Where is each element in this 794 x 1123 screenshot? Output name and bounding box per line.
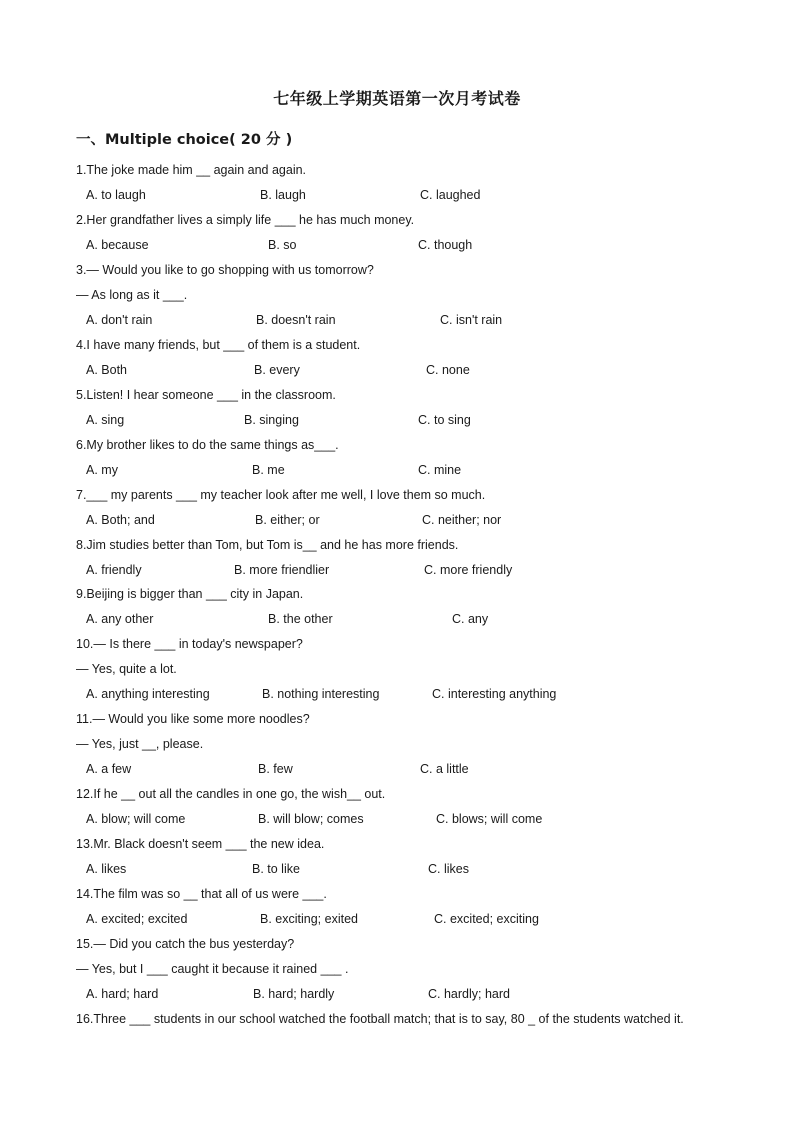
question-text: 16.Three ___ students in our school watched the football match; that is to say, 80 _ of the students watched it. xyxy=(76,1012,684,1026)
question-text: 5.Listen! I hear someone ___ in the classroom. xyxy=(76,388,336,402)
section-heading: 一、Multiple choice( 20 分 ) xyxy=(76,132,293,148)
answer-option-b: B. nothing interesting xyxy=(262,687,380,701)
answer-option-a: A. likes xyxy=(86,862,127,876)
answer-option-a: A. blow; will come xyxy=(86,812,186,826)
answer-option-a: A. any other xyxy=(86,612,154,626)
answer-option-c: C. likes xyxy=(428,862,469,876)
answer-option-a: A. because xyxy=(86,238,149,252)
question-text: 6.My brother likes to do the same things as___. xyxy=(76,438,339,452)
question-text: 14.The film was so __ that all of us were ___. xyxy=(76,887,327,901)
answer-option-c: C. excited; exciting xyxy=(434,912,539,926)
question-text: 10.— Is there ___ in today's newspaper? xyxy=(76,637,303,651)
answer-option-a: A. hard; hard xyxy=(86,987,159,1001)
answer-option-c: C. none xyxy=(426,363,470,377)
answer-option-b: B. few xyxy=(258,762,293,776)
answer-option-c: C. neither; nor xyxy=(422,513,502,527)
answer-option-b: B. to like xyxy=(252,862,300,876)
question-text: 2.Her grandfather lives a simply life ___ he has much money. xyxy=(76,213,415,227)
question-text: 1.The joke made him __ again and again. xyxy=(76,163,307,177)
answer-option-b: B. hard; hardly xyxy=(253,987,335,1001)
question-text: — As long as it ___. xyxy=(76,288,188,302)
question-text: 9.Beijing is bigger than ___ city in Japan. xyxy=(76,587,304,601)
answer-option-a: A. anything interesting xyxy=(86,687,210,701)
answer-option-a: A. don't rain xyxy=(86,313,153,327)
answer-option-a: A. friendly xyxy=(86,563,142,577)
answer-option-c: C. more friendly xyxy=(424,563,513,577)
answer-option-b: B. more friendlier xyxy=(234,563,330,577)
answer-option-a: A. Both xyxy=(86,363,127,377)
answer-option-c: C. any xyxy=(452,612,489,626)
answer-option-a: A. to laugh xyxy=(86,188,146,202)
answer-option-a: A. excited; excited xyxy=(86,912,188,926)
answer-option-c: C. hardly; hard xyxy=(428,987,510,1001)
question-text: — Yes, just __, please. xyxy=(76,737,204,751)
question-text: 12.If he __ out all the candles in one go, the wish__ out. xyxy=(76,787,386,801)
answer-option-c: C. mine xyxy=(418,463,462,477)
answer-option-c: C. isn't rain xyxy=(440,313,503,327)
answer-option-c: C. interesting anything xyxy=(432,687,557,701)
answer-option-b: B. singing xyxy=(244,413,299,427)
answer-option-a: A. sing xyxy=(86,413,125,427)
answer-option-b: B. so xyxy=(268,238,297,252)
question-text: 4.I have many friends, but ___ of them is a student. xyxy=(76,338,361,352)
question-text: 7.___ my parents ___ my teacher look after me well, I love them so much. xyxy=(76,488,486,502)
answer-option-c: C. though xyxy=(418,238,473,252)
question-text: 8.Jim studies better than Tom, but Tom is__ and he has more friends. xyxy=(76,538,459,552)
question-text: — Yes, quite a lot. xyxy=(76,662,177,676)
answer-option-b: B. laugh xyxy=(260,188,306,202)
answer-option-b: B. me xyxy=(252,463,285,477)
answer-option-b: B. the other xyxy=(268,612,333,626)
answer-option-a: A. Both; and xyxy=(86,513,155,527)
question-text: 3.— Would you like to go shopping with us tomorrow? xyxy=(76,263,374,277)
answer-option-c: C. blows; will come xyxy=(436,812,543,826)
answer-option-c: C. to sing xyxy=(418,413,471,427)
question-text: — Yes, but I ___ caught it because it rained ___ . xyxy=(76,962,349,976)
question-text: 11.— Would you like some more noodles? xyxy=(76,712,310,726)
answer-option-b: B. exciting; exited xyxy=(260,912,358,926)
answer-option-b: B. either; or xyxy=(255,513,320,527)
answer-option-c: C. a little xyxy=(420,762,469,776)
exam-title: 七年级上学期英语第一次月考试卷 xyxy=(273,89,521,108)
answer-option-b: B. will blow; comes xyxy=(258,812,364,826)
answer-option-a: A. a few xyxy=(86,762,132,776)
answer-option-a: A. my xyxy=(86,463,118,477)
answer-option-c: C. laughed xyxy=(420,188,481,202)
question-text: 13.Mr. Black doesn't seem ___ the new idea. xyxy=(76,837,325,851)
question-text: 15.— Did you catch the bus yesterday? xyxy=(76,937,295,951)
answer-option-b: B. every xyxy=(254,363,300,377)
answer-option-b: B. doesn't rain xyxy=(256,313,336,327)
